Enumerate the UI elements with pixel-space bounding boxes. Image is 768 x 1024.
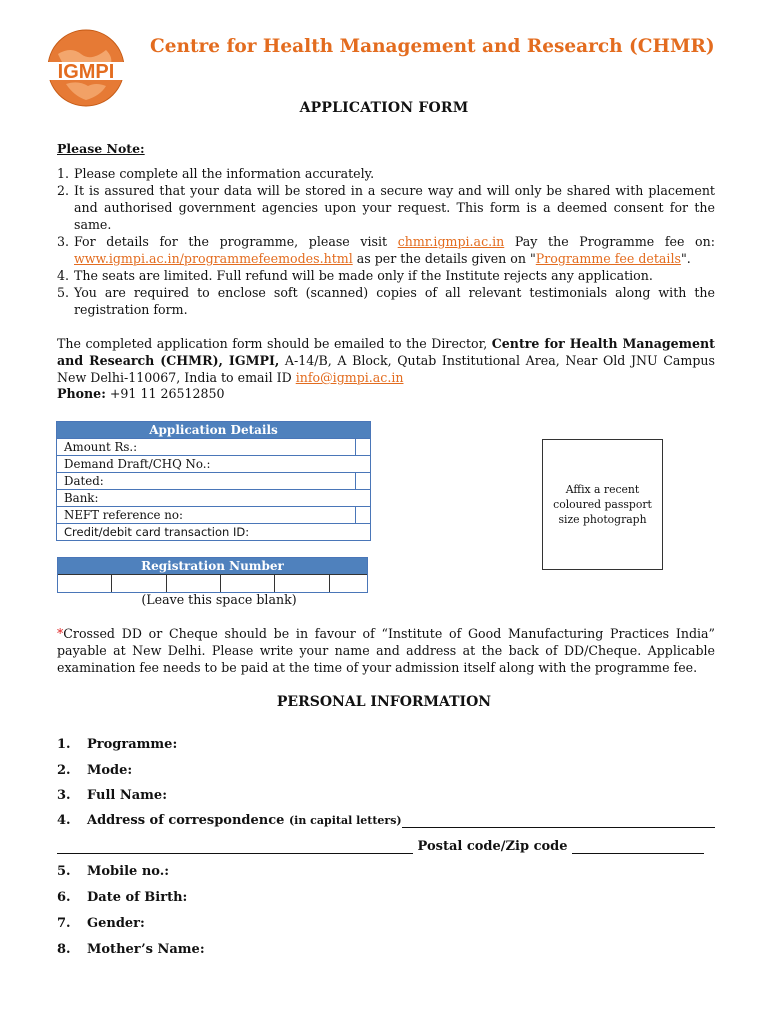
email-link[interactable]: info@igmpi.ac.in — [295, 370, 404, 385]
phone-label: Phone: — [57, 386, 106, 401]
personal-info-title: PERSONAL INFORMATION — [276, 694, 492, 710]
submission-address: A-14/B, A Block, Qutab Institutional Area, Near Old JNU Campus New Delhi-110067, India to email ID — [57, 353, 715, 385]
fee-modes-link[interactable]: www.igmpi.ac.in/programmefeemodes.html — [74, 251, 353, 266]
mode-field[interactable]: 2. Mode: — [57, 763, 133, 778]
field-label: Programme: — [87, 737, 178, 752]
logo-text: IGMPI — [57, 61, 115, 83]
field-hint: (in capital letters) — [288, 814, 402, 827]
card-transaction-field[interactable] — [57, 523, 370, 540]
field-label: Dated: — [64, 474, 104, 488]
field-label: Full Name: — [87, 788, 167, 803]
phone-line — [57, 386, 225, 401]
note-text: as per the details given on " — [352, 251, 536, 266]
asterisk: * — [57, 626, 64, 641]
address-underline — [402, 827, 715, 828]
note-number: 1. — [57, 166, 70, 181]
application-details-table — [56, 421, 371, 541]
field-label: NEFT reference no: — [64, 508, 183, 522]
registration-cell — [220, 575, 274, 592]
note-item — [57, 267, 715, 284]
dated-field[interactable] — [57, 472, 370, 489]
demand-draft-field[interactable] — [57, 455, 370, 472]
dob-field[interactable]: 6. Date of Birth: — [57, 890, 188, 905]
registration-cell — [329, 575, 367, 592]
dd-note-text: Crossed DD or Cheque should be in favour of “Institute of Good Manufacturing Practices India” payable at New Delhi. Please write your name and address at the back of DD/Cheque. Applicable examination fee needs to be paid at the time of your admission itself along with the programme fee. — [57, 626, 715, 675]
field-cell — [355, 473, 370, 489]
field-label: Credit/debit card transaction ID: — [64, 525, 250, 539]
address-line-2 — [57, 853, 413, 854]
bank-field[interactable] — [57, 489, 370, 506]
note-item — [57, 284, 715, 318]
photo-instruction: Affix a recent coloured passport size photograph — [553, 483, 652, 526]
note-item — [57, 233, 715, 267]
note-text: You are required to enclose soft (scanned) copies of all relevant testimonials along with the registration form. — [74, 285, 715, 317]
note-text: ". — [680, 251, 691, 266]
registration-number-header: Registration Number — [58, 558, 367, 574]
registration-cells — [58, 574, 367, 592]
director-address-bold: Centre for Health Management and Research (CHMR), IGMPI, — [57, 336, 715, 368]
note-number: 2. — [57, 183, 70, 198]
note-text: It is assured that your data will be stored in a secure way and will only be shared with placement and authorised government agencies upon your request. This form is a deemed consent for the same. — [74, 183, 715, 232]
note-text: For details for the programme, please visit — [74, 234, 398, 249]
note-list — [57, 165, 715, 318]
registration-cell — [111, 575, 165, 592]
note-text: The seats are limited. Full refund will be made only if the Institute rejects any application. — [74, 268, 653, 283]
neft-reference-field[interactable] — [57, 506, 370, 523]
note-heading: Please Note: — [57, 141, 145, 156]
registration-number-table — [57, 557, 368, 593]
note-number: 4. — [57, 268, 70, 283]
registration-cell — [274, 575, 328, 592]
registration-cell — [166, 575, 220, 592]
org-title: Centre for Health Management and Research (CHMR) — [150, 36, 715, 57]
field-label: Date of Birth: — [87, 890, 188, 905]
address-field[interactable]: 4. Address of correspondence (in capital letters) — [57, 813, 715, 828]
amount-field[interactable] — [57, 438, 370, 455]
field-label: Bank: — [64, 491, 99, 505]
note-number: 5. — [57, 285, 70, 300]
note-item — [57, 182, 715, 233]
field-label: Gender: — [87, 916, 145, 931]
registration-cell — [58, 575, 111, 592]
mothers-name-field[interactable]: 8. Mother’s Name: — [57, 942, 205, 957]
field-cell — [355, 439, 370, 455]
registration-note: (Leave this space blank) — [141, 592, 297, 607]
note-item — [57, 165, 715, 182]
postal-code-field[interactable] — [57, 839, 704, 854]
field-label: Address of correspondence — [87, 813, 285, 828]
programme-field[interactable]: 1. Programme: — [57, 737, 178, 752]
gender-field[interactable]: 7. Gender: — [57, 916, 145, 931]
postal-code-underline — [572, 853, 704, 854]
mobile-field[interactable]: 5. Mobile no.: — [57, 864, 170, 879]
note-number: 3. — [57, 234, 70, 249]
submission-text: The completed application form should be emailed to the Director, — [57, 336, 492, 351]
application-details-header: Application Details — [57, 422, 370, 438]
field-label: Mobile no.: — [87, 864, 170, 879]
field-cell — [355, 507, 370, 523]
field-label: Amount Rs.: — [64, 440, 138, 454]
igmpi-logo — [36, 24, 136, 112]
chmr-website-link[interactable]: chmr.igmpi.ac.in — [397, 234, 505, 249]
form-title: APPLICATION FORM — [299, 100, 469, 116]
field-label: Demand Draft/CHQ No.: — [64, 457, 211, 471]
note-text: Pay the Programme fee on: — [504, 234, 715, 249]
passport-photo-box — [542, 439, 663, 570]
field-label: Mother’s Name: — [87, 942, 205, 957]
submission-paragraph — [57, 335, 715, 386]
field-label: Mode: — [87, 763, 133, 778]
fee-details-link[interactable]: Programme fee details — [535, 251, 681, 266]
dd-cheque-note — [57, 625, 715, 676]
field-label: Postal code/Zip code — [417, 839, 568, 854]
full-name-field[interactable]: 3. Full Name: — [57, 788, 167, 803]
note-text: Please complete all the information accurately. — [74, 166, 375, 181]
phone-value: +91 11 26512850 — [105, 386, 225, 401]
